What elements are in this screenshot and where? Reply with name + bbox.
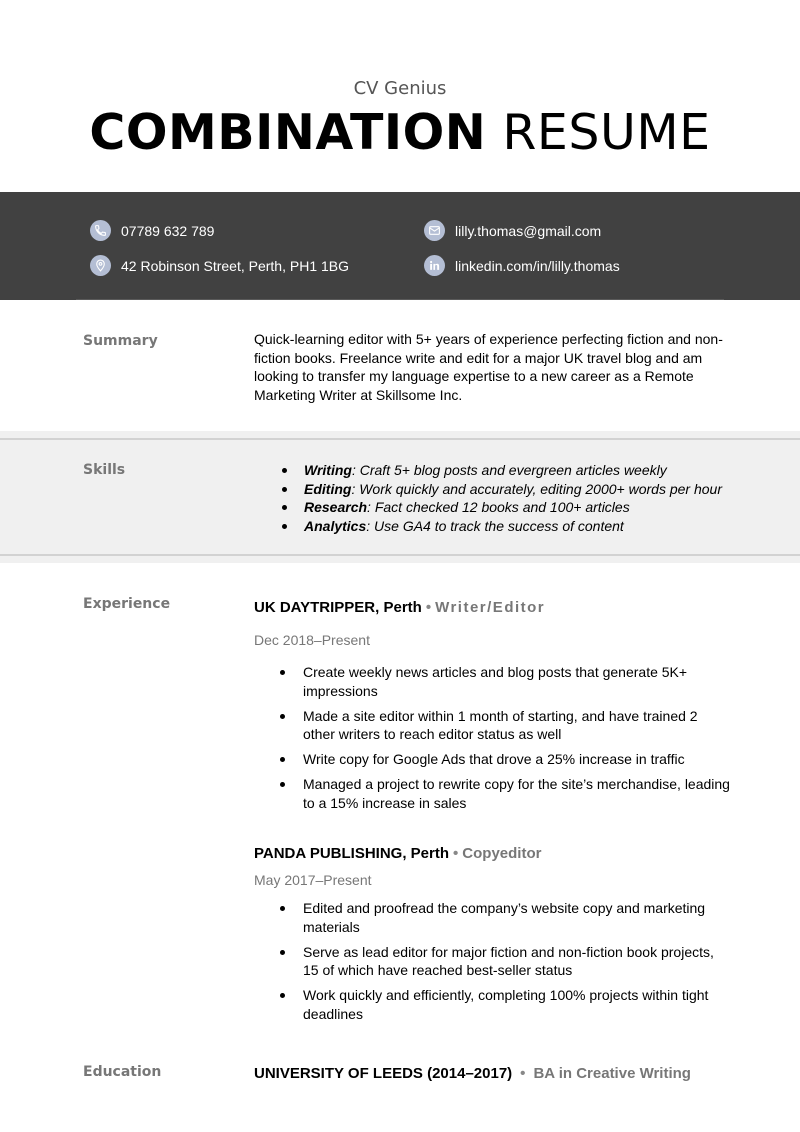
title-bold: COMBINATION — [89, 104, 487, 161]
linkedin-icon — [424, 255, 445, 276]
skills-divider-bottom — [0, 554, 800, 556]
contact-bar — [0, 192, 800, 300]
job-company: UK DAYTRIPPER, Perth — [254, 599, 422, 616]
phone-text: 07789 632 789 — [121, 222, 215, 239]
job-date-2: May 2017–Present — [254, 872, 372, 888]
job-bullets-1 — [280, 663, 730, 819]
contact-bar-divider — [76, 299, 724, 300]
phone-icon — [90, 220, 111, 241]
skill-desc: : Work quickly and accurately, editing 2000+ words per hour — [351, 480, 722, 497]
list-item: Create weekly news articles and blog posts that generate 5K+ impressions — [280, 663, 730, 700]
skills-heading: Skills — [83, 462, 126, 478]
email-link[interactable]: lilly.thomas@gmail.com — [455, 222, 602, 239]
education-separator: • — [520, 1065, 526, 1082]
address-text: 42 Robinson Street, Perth, PH1 1BG — [121, 257, 350, 274]
summary-heading: Summary — [83, 333, 158, 349]
skill-name: Writing — [304, 462, 352, 478]
summary-text: Quick-learning editor with 5+ years of experience perfecting fiction and non-fiction books. Freelance write and edit for a major UK travel blog and am looking to transfer my language expertise to a new career as a Remote Marketing Writer at Skillsome Inc. — [254, 331, 723, 403]
skill-desc: : Craft 5+ blog posts and evergreen articles weekly — [351, 462, 667, 478]
list-item: Edited and proofread the company’s website copy and marketing materials — [280, 899, 730, 936]
list-item: Made a site editor within 1 month of starting, and have trained 2 other writers to reach editor status as well — [280, 707, 730, 744]
education-school: UNIVERSITY OF LEEDS (2014–2017) — [254, 1065, 513, 1082]
list-item: Work quickly and efficiently, completing 100% projects within tight deadlines — [280, 986, 730, 1023]
education-heading: Education — [83, 1064, 162, 1080]
job-role: Copyeditor — [462, 845, 542, 862]
job-title-2 — [254, 845, 541, 862]
list-item: Write copy for Google Ads that drove a 25% increase in traffic — [280, 750, 730, 769]
job-bullets-2 — [280, 899, 730, 1030]
education-degree: BA in Creative Writing — [533, 1065, 691, 1082]
job-separator: • — [453, 845, 459, 862]
skill-item — [282, 498, 742, 517]
job-company: PANDA PUBLISHING, Perth — [254, 845, 450, 862]
page-title — [0, 104, 800, 161]
title-light: RESUME — [502, 104, 711, 161]
skills-list — [282, 461, 742, 535]
skill-desc: : Fact checked 12 books and 100+ articles — [367, 499, 630, 515]
email-icon — [424, 220, 445, 241]
contact-email — [424, 220, 601, 241]
location-pin-icon — [90, 255, 111, 276]
skill-item — [282, 517, 742, 536]
skill-desc: : Use GA4 to track the success of content — [366, 517, 624, 534]
job-date-1: Dec 2018–Present — [254, 632, 370, 648]
contact-address — [90, 255, 349, 276]
contact-phone — [90, 220, 214, 241]
education-entry — [254, 1065, 691, 1082]
job-title-1 — [254, 599, 545, 616]
skill-item — [282, 461, 742, 480]
job-role: Writer/Editor — [435, 599, 546, 616]
linkedin-link[interactable]: linkedin.com/in/lilly.thomas — [455, 257, 620, 274]
skills-divider-top — [0, 438, 800, 440]
brand-name: CV Genius — [353, 78, 447, 99]
contact-linkedin — [424, 255, 620, 276]
experience-heading: Experience — [83, 596, 171, 612]
job-separator: • — [425, 599, 432, 616]
list-item: Serve as lead editor for major fiction and non-fiction book projects, 15 of which have reached best-seller status — [280, 943, 730, 980]
skill-name: Research — [304, 499, 368, 515]
skill-name: Editing — [304, 480, 352, 497]
skill-name: Analytics — [304, 517, 367, 534]
list-item: Managed a project to rewrite copy for the site’s merchandise, leading to a 15% increase in sales — [280, 775, 730, 812]
skill-item — [282, 480, 742, 499]
